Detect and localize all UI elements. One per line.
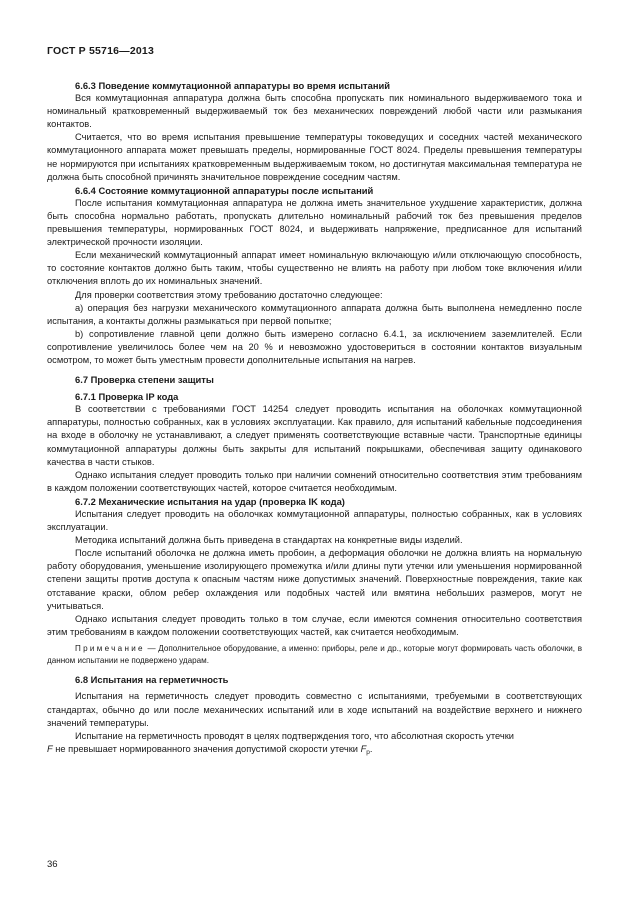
paragraph: Однако испытания следует проводить только при наличии сомнений относительно соответствия этим требованиям в каждом положении соответствующих частей, которое считается необходимым.: [47, 469, 582, 493]
paragraph: Если механический коммутационный аппарат имеет номинальную включающую и/или отключающую способность, то состояние контактов должно быть таким, чтобы существенно не влиять на работу при любом токе включения и/или отключения вплоть до их номинальных значений.: [47, 250, 582, 287]
symbol-f: F: [47, 743, 53, 754]
paragraph: В соответствии с требованиями ГОСТ 14254 следует проводить испытания на оболочках коммутационной аппаратуры, полностью собранных, как в условиях эксплуатации. Как правило, для испытаний кабельные подсоединения на входе в оболочку не устанавливают, а следует применять соответствующие вставные части. Транспортные единицы коммутационной аппаратуры должны быть закрыты для испытаний покрышками, обеспечивая защиту одинакового качества в части стыков.: [47, 404, 582, 467]
list-item-a: a) операция без нагрузки механического коммутационного аппарата должна быть выполнена немедленно после испытания, а контакты должны размыкаться при первой попытке;: [47, 302, 582, 326]
section-heading-6-8: 6.8 Испытания на герметичность: [75, 674, 229, 686]
note: [47, 643, 582, 667]
section-heading-6-6-4: 6.6.4 Состояние коммутационной аппаратуры после испытаний: [75, 184, 374, 196]
paragraph: Считается, что во время испытания превышение температуры токоведущих и соседних частей механического коммутационного аппарата может превышать пределы, нормированные ГОСТ 8024. Пределы превышения температуры не нормируются при испытаниях кратковременным выдерживаемым током, но достигнутая максимальная температура не должна быть способной причинять значительное повреждение соседним частям.: [47, 132, 582, 182]
paragraph: F не превышает нормированного значения допустимой скорости утечки $F_p$.: [47, 743, 373, 756]
paragraph: Испытания следует проводить на оболочках коммутационной аппаратуры, полностью собранных, как в условиях эксплуатации.: [47, 509, 582, 533]
section-heading-6-7-2: 6.7.2 Механические испытания на удар (проверка IK кода): [75, 495, 345, 507]
paragraph: После испытаний оболочка не должна иметь пробоин, а деформация оболочки не должна влиять на нормальную работу оборудования, уменьшение изолирующего промежутка и/или длины пути утечки или уменьшения нормированной степени защиты против доступа к опасным частям ниже допустимых значений. Поверхностные повреждения, такие как отставание краски, облом ребер охлаждения или подобных частей или вмятина небольших размеров, могут не учитываться.: [47, 548, 582, 611]
paragraph: Методика испытаний должна быть приведена в стандартах на конкретные виды изделий.: [75, 535, 463, 546]
paragraph: После испытания коммутационная аппаратура не должна иметь значительное ухудшение характеристик, должна быть способна нормально работать, пропускать длительно номинальный рабочий ток без превышения пределов превышения температуры, нормированных ГОСТ 8024, и выдерживать напряжение, предписанное для испытаний электрической прочности изоляции.: [47, 197, 582, 248]
paragraph: Вся коммутационная аппаратура должна быть способна пропускать пик номинального выдерживаемого тока и номинальный кратковременный выдерживаемый ток без механических повреждений любой части или размыкания контактов.: [47, 93, 582, 130]
section-heading-6-7-1: 6.7.1 Проверка IP кода: [75, 391, 179, 403]
note-text: — Дополнительное оборудование, а именно: приборы, реле и др., которые могут формировать часть оболочки, в данном испытании не подвержено ударам.: [47, 643, 582, 666]
note-label: Примечание: [75, 643, 145, 653]
section-heading-6-6-3: 6.6.3 Поведение коммутационной аппаратуры во время испытаний: [75, 80, 391, 91]
symbol-fp: F: [360, 743, 367, 754]
document-body: [47, 79, 582, 759]
list-item-b: b) сопротивление главной цепи должно быть измерено согласно 6.4.1, за исключением заземлителей. Если сопротивление увеличилось более чем на 20 % и невозможно удостовериться в состоянии контактов визуальным осмотром, то может быть уместным провести дополнительные испытания на нагрев.: [47, 328, 582, 365]
paragraph: Однако испытания следует проводить только в том случае, если имеются сомнения относительно соответствия этим требованиям в каждом положении соответствующих частей, как считается необходимым.: [47, 613, 582, 637]
section-heading-6-7: 6.7 Проверка степени защиты: [75, 374, 214, 386]
running-header: ГОСТ Р 55716—2013: [47, 45, 155, 57]
page-number: 36: [47, 859, 58, 870]
paragraph: Испытания на герметичность следует проводить совместно с испытаниями, требуемыми в соответствующих стандартах, обычно до или после механических испытаний или в ходе испытаний на воздействие верхнего и нижнего значений температуры.: [47, 691, 582, 728]
symbol-subscript: p: [366, 748, 370, 756]
paragraph: Испытание на герметичность проводят в целях подтверждения того, что абсолютная скорость утечки: [75, 730, 514, 741]
paragraph: Для проверки соответствия этому требованию достаточно следующее:: [75, 289, 383, 300]
